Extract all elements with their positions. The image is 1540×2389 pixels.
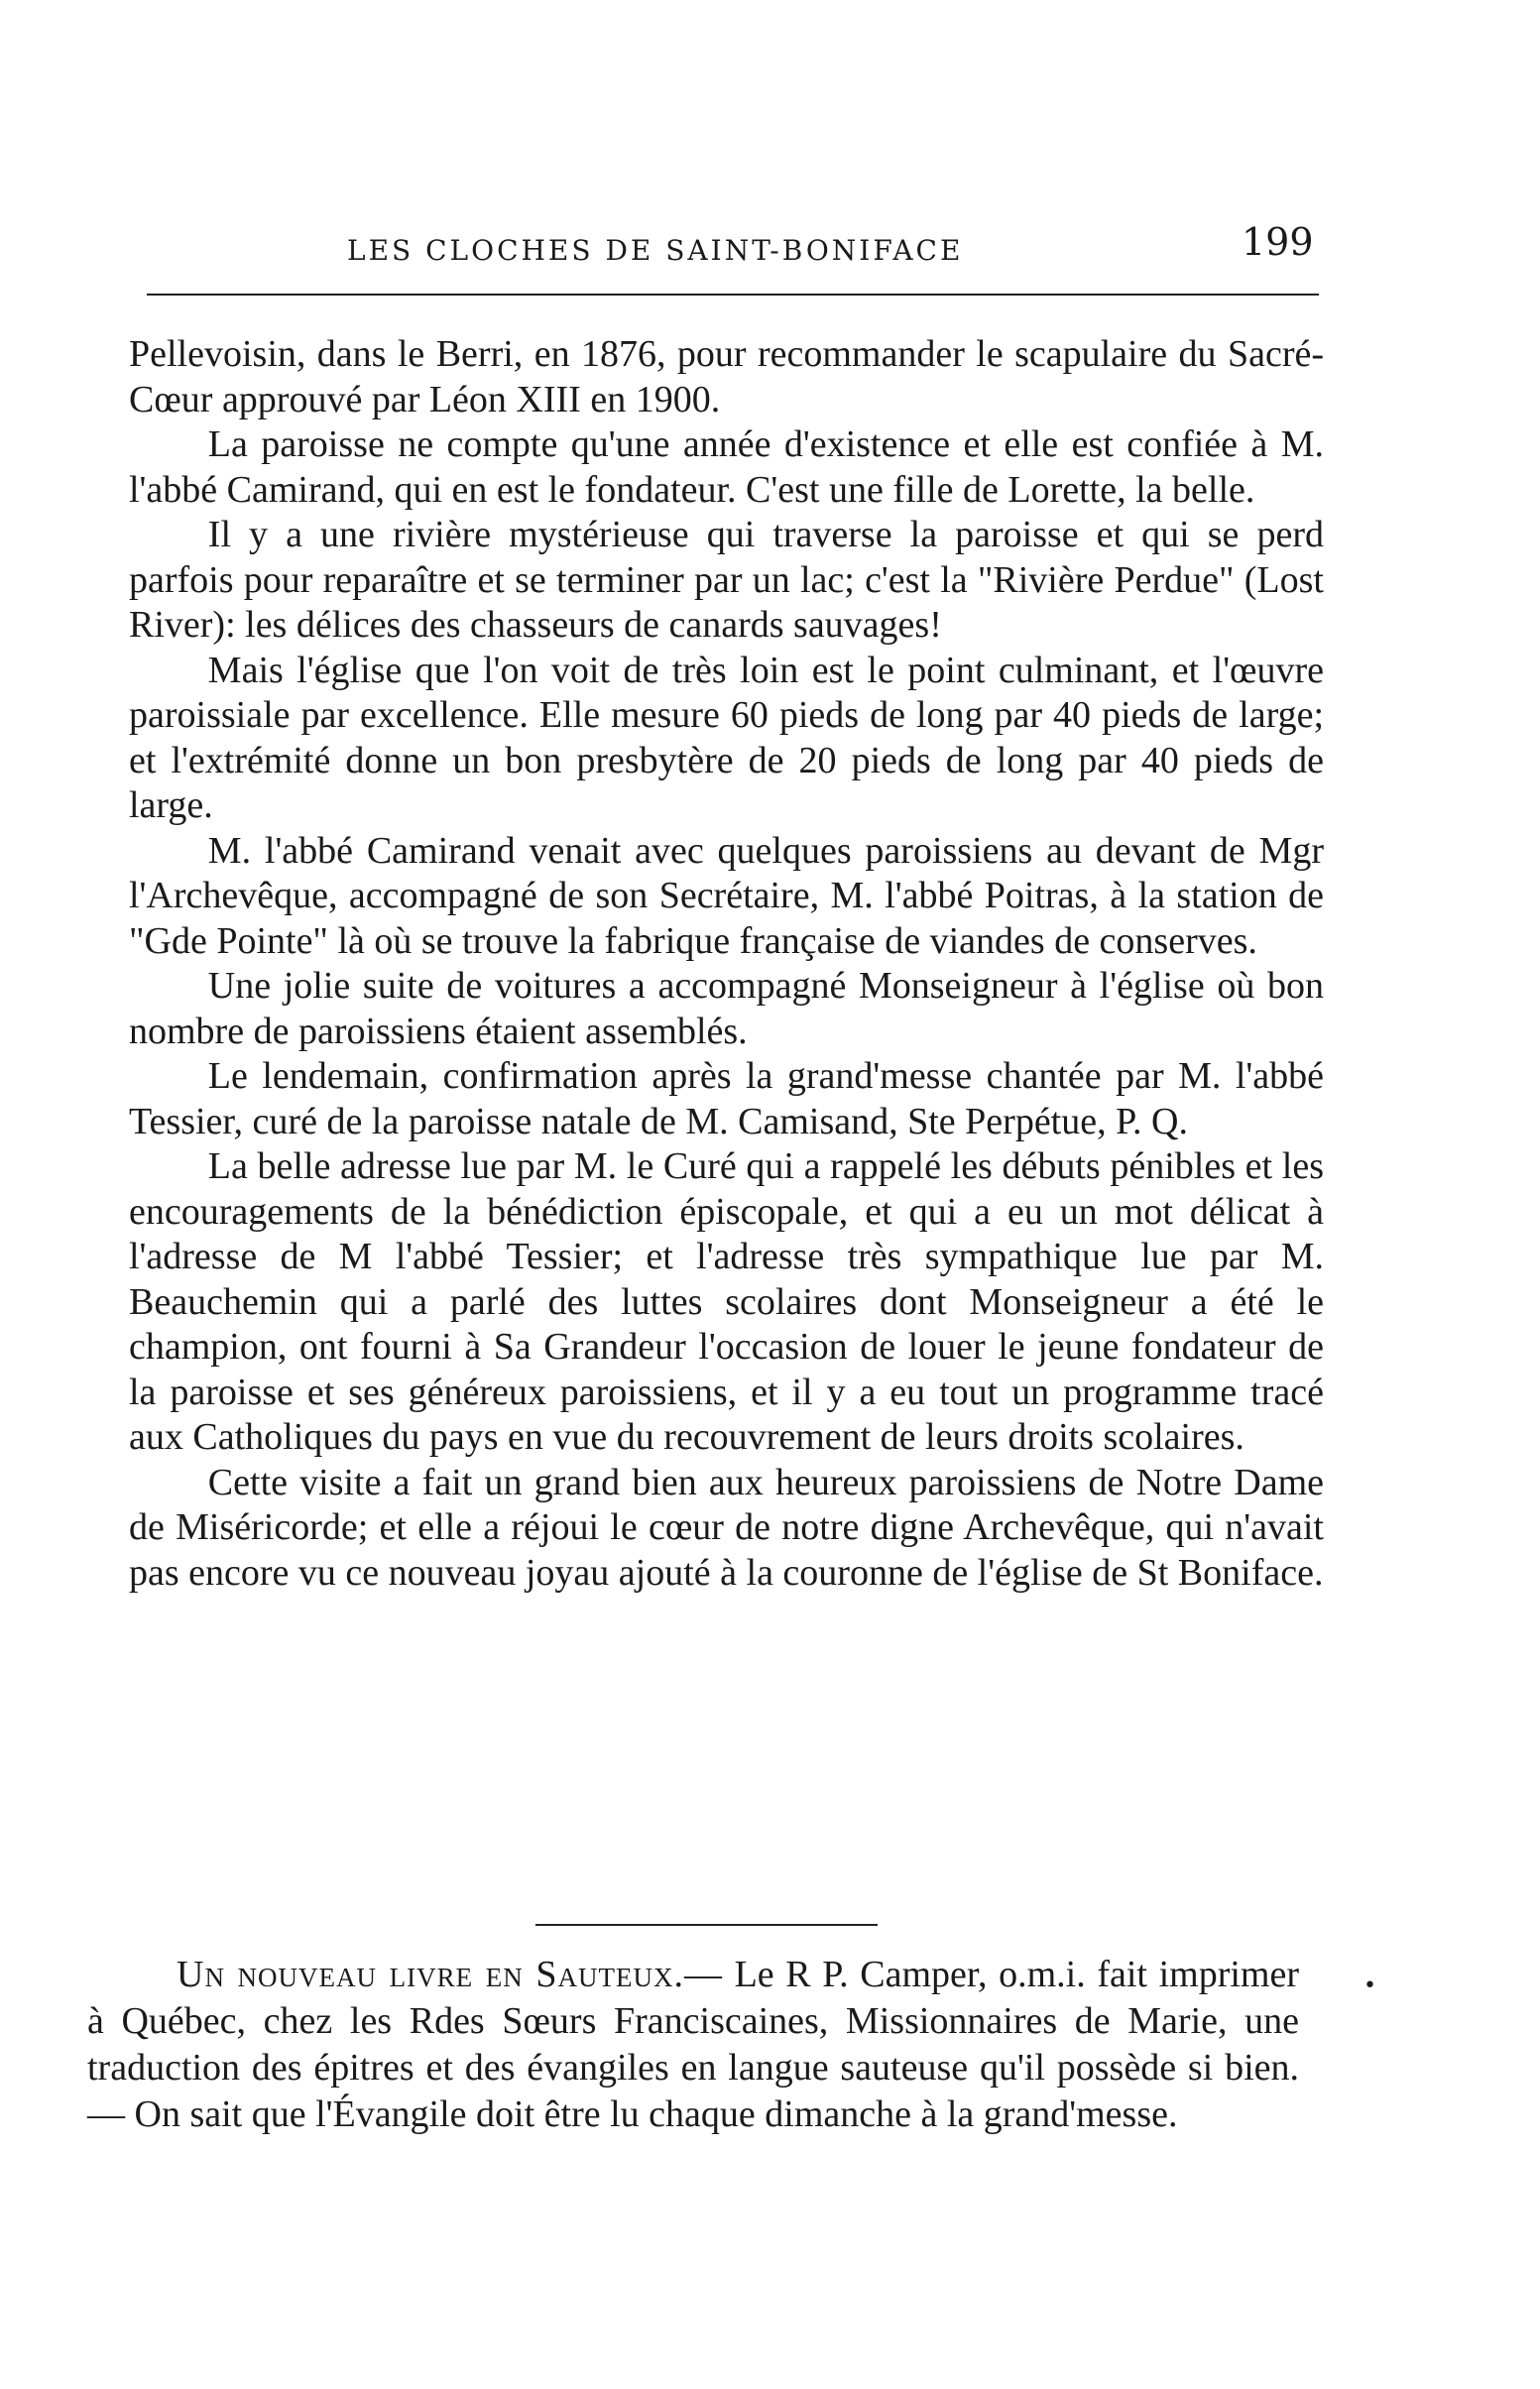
section-divider xyxy=(535,1924,878,1926)
paragraph: Mais l'église que l'on voit de très loin est le point culminant, et l'œuvre paroissiale par excellence. Elle mesure 60 pieds de long par 40 pieds de large; et l'extrémité donne un bon presbytère de 20 pieds de long par 40 pieds de large. xyxy=(129,649,1324,826)
running-title: LES CLOCHES DE SAINT-BONIFACE xyxy=(347,234,964,267)
paragraph: M. l'abbé Camirand venait avec quelques paroissiens au devant de Mgr l'Archevêque, accompagné de son Secrétaire, M. l'abbé Poitras, à la station de "Gde Pointe" là où se trouve la fabrique française de viandes de conserves. xyxy=(129,829,1324,962)
notice-indent xyxy=(87,1954,177,1995)
notice-text: Le R P. Camper, o.m.i. fait imprimer à Québec, chez les Rdes Sœurs Franciscaines, Missionnaires de Marie, une traduction des épitres et des évangiles en langue sauteuse qu'il possède si bien.— On sait que l'Évangile doit être lu chaque dimanche à la grand'messe. xyxy=(87,1954,1299,2135)
header-rule xyxy=(147,294,1319,296)
paragraph: La paroisse ne compte qu'une année d'existence et elle est confiée à M. l'abbé Camirand, qui en est le fondateur. C'est une fille de Lorette, la belle. xyxy=(129,423,1324,511)
paragraph: Le lendemain, confirmation après la grand'messe chantée par M. l'abbé Tessier, curé de la paroisse natale de M. Camisand, Ste Perpétue, P. Q. xyxy=(129,1055,1324,1142)
notice-block xyxy=(87,1952,1299,2138)
paragraph: Cette visite a fait un grand bien aux heureux paroissiens de Notre Dame de Miséricorde; et elle a réjoui le cœur de notre digne Archevêque, qui n'avait pas encore vu ce nouveau joyau ajouté à la couronne de l'église de St Boniface. xyxy=(129,1461,1324,1594)
stray-dot-mark: • xyxy=(1363,1973,1376,1998)
paragraph: Il y a une rivière mystérieuse qui traverse la paroisse et qui se perd parfois pour reparaître et se terminer par un lac; c'est la "Rivière Perdue" (Lost River): les délices des chasseurs de canards sauvages! xyxy=(129,514,1324,646)
main-text-block xyxy=(129,332,1324,1596)
paragraph: Une jolie suite de voitures a accompagné Monseigneur à l'église où bon nombre de paroissiens étaient assemblés. xyxy=(129,965,1324,1052)
page-number: 199 xyxy=(1242,220,1314,264)
notice-heading: Un nouveau livre en Sauteux.— xyxy=(177,1954,723,1995)
paragraph-continued: Pellevoisin, dans le Berri, en 1876, pour recommander le scapulaire du Sacré-Cœur approuvé par Léon XIII en 1900. xyxy=(129,333,1324,420)
paragraph: La belle adresse lue par M. le Curé qui a rappelé les débuts pénibles et les encouragements de la bénédiction épiscopale, et qui a eu un mot délicat à l'adresse de M l'abbé Tessier; et l'adresse très sympathique lue par M. Beauchemin qui a parlé des luttes scolaires dont Monseigneur a été le champion, ont fourni à Sa Grandeur l'occasion de louer le jeune fondateur de la paroisse et ses généreux paroissiens, et il y a eu tout un programme tracé aux Catholiques du pays en vue du recouvrement de leurs droits scolaires. xyxy=(129,1145,1324,1458)
